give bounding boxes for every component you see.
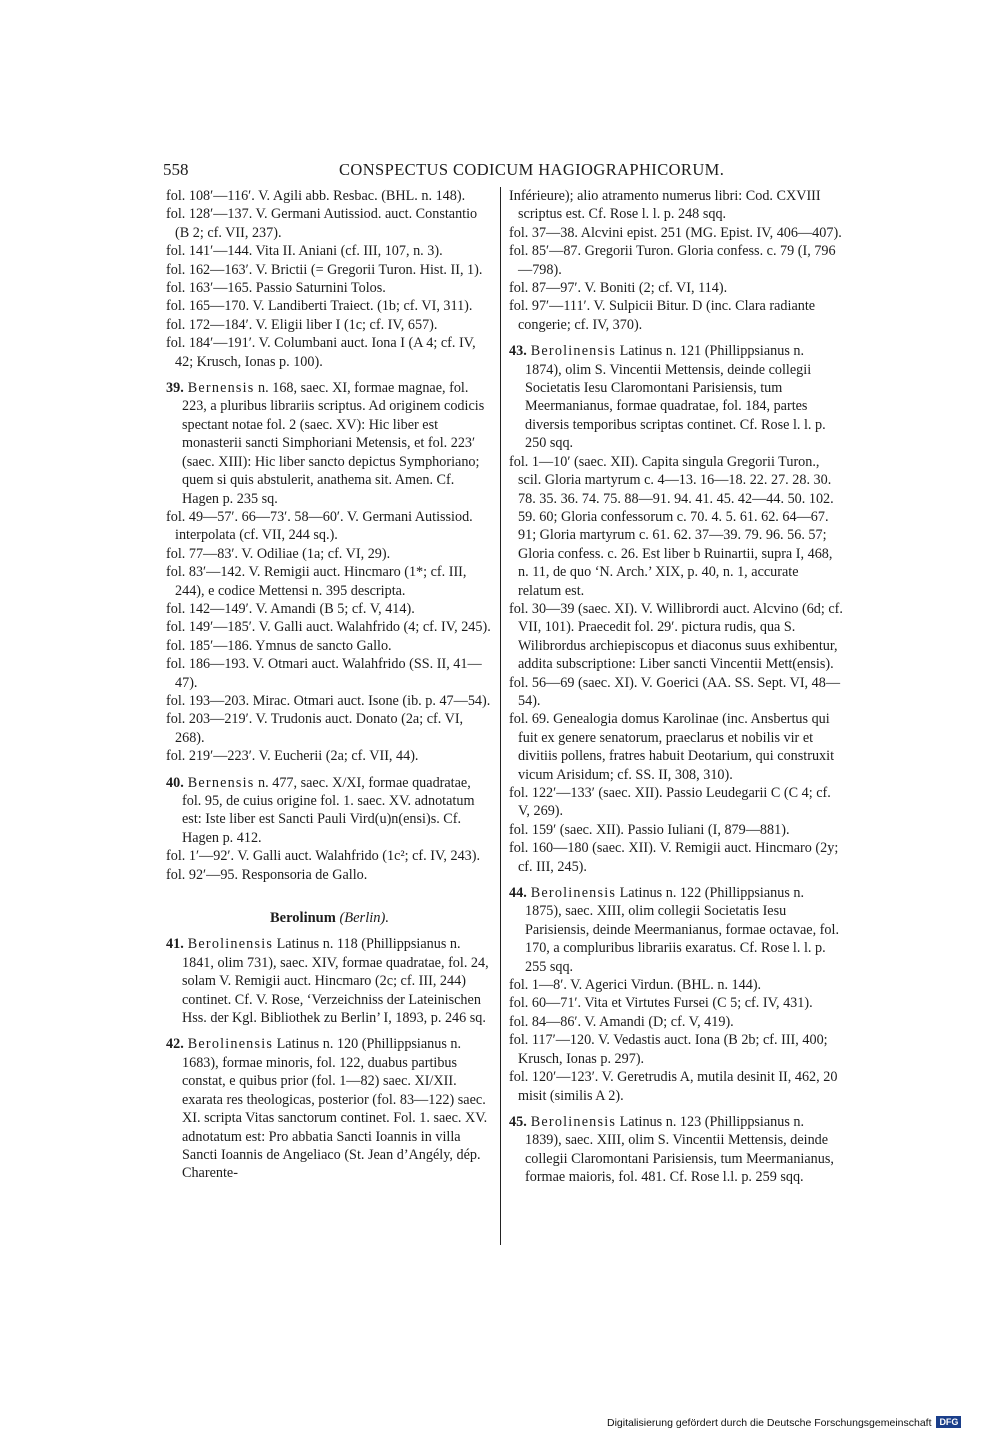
folio-line: fol. 160—180 (saec. XII). V. Remigii auct. Hincmaro (2y; cf. III, 245).: [509, 840, 839, 875]
folio-line: fol. 186—193. V. Otmari auct. Walahfrido (SS. II, 41—47).: [166, 656, 482, 691]
entry-intro: Latinus n. 123 (Phillippsianus n. 1839), saec. XIII, olim S. Vincentii Mettensis, deinde collegii Claromontani Parisiensis, tum Meermanianus, formae maioris, fol. 481. Cf. Rose l.l. p. 259 sqq.: [525, 1113, 834, 1186]
entry-intro: Latinus n. 121 (Phillippsianus n. 1874), olim S. Vincentii Mettensis, deinde collegii Societatis Iesu Claromontani Parisiensis, tum Meermanianus, formae quadratae, fol. 184, partes diversis temporibus scriptas continet. Cf. Rose l. l. p. 250 sqq.: [525, 343, 826, 452]
manuscript-name: Berolinensis: [530, 1113, 617, 1130]
manuscript-entry-42: [166, 1035, 493, 1182]
section-heading: [166, 909, 493, 927]
manuscript-name: Berolinensis: [530, 885, 617, 902]
entry-42-continuation: [509, 187, 843, 334]
folio-line: fol. 141′—144. Vita II. Aniani (cf. III, 107, n. 3).: [166, 243, 443, 260]
page-number: 558: [163, 160, 189, 179]
folio-line: fol. 56—69 (saec. XI). V. Goerici (AA. SS. Sept. VI, 48—54).: [509, 674, 841, 709]
manuscript-name: Bernensis: [187, 774, 255, 791]
folio-line: fol. 163′—165. Passio Saturnini Tolos.: [166, 280, 386, 297]
folio-line: fol. 37—38. Alcvini epist. 251 (MG. Epist. IV, 406—407).: [509, 224, 842, 241]
folio-line: fol. 97′—111′. V. Sulpicii Bitur. D (inc. Clara radiante congerie; cf. IV, 370).: [509, 298, 816, 333]
folio-line: fol. 84—86′. V. Amandi (D; cf. V, 419).: [509, 1013, 734, 1030]
folio-line: fol. 172—184′. V. Eligii liber I (1c; cf. IV, 657).: [166, 316, 438, 333]
folio-line: fol. 185′—186. Ymnus de sancto Gallo.: [166, 637, 392, 654]
left-column: [166, 187, 493, 1191]
page-header: [163, 160, 853, 182]
running-title: CONSPECTUS CODICUM HAGIOGRAPHICORUM.: [339, 160, 725, 179]
folio-line: fol. 193—203. Mirac. Otmari auct. Isone (ib. p. 47—54).: [166, 692, 491, 709]
folio-line: fol. 83′—142. V. Remigii auct. Hincmaro (1*; cf. III, 244), e codice Mettensi n. 395 descripta.: [166, 564, 467, 599]
entry-intro: Latinus n. 122 (Phillippsianus n. 1875), saec. XIII, olim collegii Societatis Iesu Parisiensis, deinde Meermanianus, formae octavae, fol. 170, a compluribus librariis exaratus. Cf. Rose l. l. p. 255 sqq.: [525, 885, 839, 975]
footer-text: Digitalisierung gefördert durch die Deutsche Forschungsgemeinschaft: [607, 1417, 932, 1429]
folio-line: fol. 122′—133′ (saec. XII). Passio Leudegarii C (C 4; cf. V, 269).: [509, 785, 831, 820]
folio-line: fol. 128′—137. V. Germani Autissiod. auct. Constantio (B 2; cf. VII, 237).: [166, 206, 478, 241]
folio-line: fol. 120′—123′. V. Geretrudis A, mutila desinit II, 462, 20 misit (similis A 2).: [509, 1069, 838, 1104]
folio-line: fol. 87—97′. V. Boniti (2; cf. VI, 114).: [509, 280, 728, 297]
folio-line: fol. 184′—191′. V. Columbani auct. Iona I (A 4; cf. IV, 42; Krusch, Ionas p. 100).: [166, 335, 476, 370]
manuscript-name: Berolinensis: [530, 343, 617, 360]
manuscript-entry-43: [509, 342, 843, 876]
entry-intro: Latinus n. 120 (Phillippsianus n. 1683), formae minoris, fol. 122, duabus partibus constat, e quibus prior (fol. 1—82) saec. XI/XII. exarata res theologicas, posterior (fol. 83—122) saec. XI. scripta Vitas sanctorum continet. Fol. 1. saec. XV. adnotatum est: Pro abbatia Sancti Ioannis in villa Sancti Ioannis de Angeliaco (St. Jean d’Angély, dép. Charente-: [182, 1036, 488, 1182]
manuscript-entry-40: [166, 774, 493, 884]
entry-head: [166, 935, 493, 1027]
folio-line: fol. 219′—223′. V. Eucherii (2a; cf. VII, 44).: [166, 748, 419, 765]
manuscript-entry-39: [166, 379, 493, 766]
continuation-text: Inférieure); alio atramento numerus libri: Cod. CXVIII scriptus est. Cf. Rose l. l. p. 248 sqq.: [509, 188, 821, 223]
entry-number: 45.: [509, 1113, 527, 1130]
entry-number: 43.: [509, 343, 527, 360]
entry-number: 39.: [166, 380, 184, 397]
section-subtitle: (Berlin).: [339, 910, 389, 927]
folio-line: fol. 203—219′. V. Trudonis auct. Donato (2a; cf. VI, 268).: [166, 711, 464, 746]
entry-head: [509, 1113, 843, 1187]
entry-head: [166, 1035, 493, 1182]
folio-line: fol. 60—71′. Vita et Virtutes Fursei (C 5; cf. IV, 431).: [509, 995, 813, 1012]
manuscript-name: Berolinensis: [187, 1036, 274, 1053]
entry-head: [166, 379, 493, 508]
manuscript-entry-41: [166, 935, 493, 1027]
folio-line: fol. 149′—185′. V. Galli auct. Walahfrido (4; cf. IV, 245).: [166, 619, 491, 636]
column-divider: [500, 187, 501, 1245]
folio-line: fol. 142—149′. V. Amandi (B 5; cf. V, 414).: [166, 600, 415, 617]
right-column: [509, 187, 843, 1195]
folio-list: [166, 187, 493, 371]
manuscript-name: Bernensis: [187, 380, 255, 397]
entry-intro: n. 477, saec. X/XI, formae quadratae, fol. 95, de cuius origine fol. 1. saec. XV. adnotatum est: Iste liber est Sancti Pauli Vird(u)n(ensi)s. Cf. Hagen p. 412.: [182, 774, 475, 846]
folio-line: fol. 49—57′. 66—73′. 58—60′. V. Germani Autissiod. interpolata (cf. VII, 244 sq.).: [166, 508, 473, 544]
entry-head: [509, 342, 843, 452]
manuscript-entry-44: [509, 884, 843, 1105]
entry-head: [509, 884, 843, 976]
folio-line: fol. 30—39 (saec. XI). V. Willibrordi auct. Alcvino (6d; cf. VII, 101). Praecedit fol. 29′. pictura rudis, qua S. Wilibrordus archiepiscopus et diaconus suus exhibentur, addita subscriptione: Liber sancti Vincentii Mett(ensis).: [509, 600, 843, 673]
folio-line: fol. 162—163′. V. Brictii (= Gregorii Turon. Hist. II, 1).: [166, 261, 483, 278]
folio-line: fol. 117′—120. V. Vedastis auct. Iona (B 2b; cf. III, 400; Krusch, Ionas p. 297).: [509, 1032, 828, 1067]
folio-line: fol. 108′—116′. V. Agili abb. Resbac. (BHL. n. 148).: [166, 188, 466, 204]
entry-intro: Latinus n. 118 (Phillippsianus n. 1841, olim 731), saec. XIV, formae quadratae, fol. 24, solam V. Remigii auct. Hincmaro (2c; cf. III, 244) continet. Cf. V. Rose, ‘Verzeichniss der Lateinischen Hss. der Kgl. Bibliothek zu Berlin’ I, 1893, p. 246 sq.: [182, 936, 489, 1027]
dfg-logo: DFG: [936, 1416, 961, 1428]
manuscript-name: Berolinensis: [187, 936, 274, 953]
entry-head: [166, 774, 493, 848]
digitization-footer: [607, 1416, 961, 1429]
folio-line: fol. 165—170. V. Landiberti Traiect. (1b; cf. VI, 311).: [166, 298, 473, 315]
entry-intro: n. 168, saec. XI, formae magnae, fol. 223, a pluribus librariis scriptus. Ad originem codicis spectant notae fol. 2 (saec. XV): Hic liber est monasterii sancti Simphoriani Metensis, et fol. 223′ (saec. XIII): Hic liber sancto depictus Symphoriano; quem si quis abstulerit, anathema sit. Amen. Cf. Hagen p. 235 sq.: [182, 380, 485, 507]
folio-line: fol. 77—83′. V. Odiliae (1a; cf. VI, 29).: [166, 545, 391, 562]
section-title: Berolinum: [270, 910, 336, 927]
entry-number: 42.: [166, 1036, 184, 1053]
entry-number: 41.: [166, 936, 184, 953]
entry-number: 44.: [509, 885, 527, 902]
folio-line: fol. 1—8′. V. Agerici Virdun. (BHL. n. 144).: [509, 977, 762, 994]
folio-line: fol. 69. Genealogia domus Karolinae (inc. Ansbertus qui fuit ex genere senatorum, praeclarus et nobilis vir et divitiis pollens, fratres habuit Deotarium, qui construxit vicum Arisidum; cf. SS. II, 308, 310).: [509, 711, 835, 783]
folio-line: fol. 92′—95. Responsoria de Gallo.: [166, 866, 368, 883]
folio-line: fol. 85′—87. Gregorii Turon. Gloria confess. c. 79 (I, 796—798).: [509, 243, 836, 278]
folio-line: fol. 1—10′ (saec. XII). Capita singula Gregorii Turon., scil. Gloria martyrum c. 4—13. 16—18. 22. 27. 28. 30. 78. 35. 36. 74. 75. 88—91. 94. 41. 45. 42—44. 50. 102. 59. 60; Gloria confessorum c. 70. 4. 5. 61. 62. 64—67. 91; Gloria martyrum c. 61. 62. 37—39. 79. 96. 56. 57; Gloria confess. c. 26. Est liber b Ruinartii, supra I, 468, n. 11, de quo ‘N. Arch.’ XIX, p. 40, n. 1, accurate relatum est.: [509, 453, 834, 599]
folio-line: fol. 1′—92′. V. Galli auct. Walahfrido (1c²; cf. IV, 243).: [166, 848, 481, 865]
manuscript-entry-45: [509, 1113, 843, 1187]
entry-number: 40.: [166, 774, 184, 791]
folio-line: fol. 159′ (saec. XII). Passio Iuliani (I, 879—881).: [509, 821, 790, 838]
